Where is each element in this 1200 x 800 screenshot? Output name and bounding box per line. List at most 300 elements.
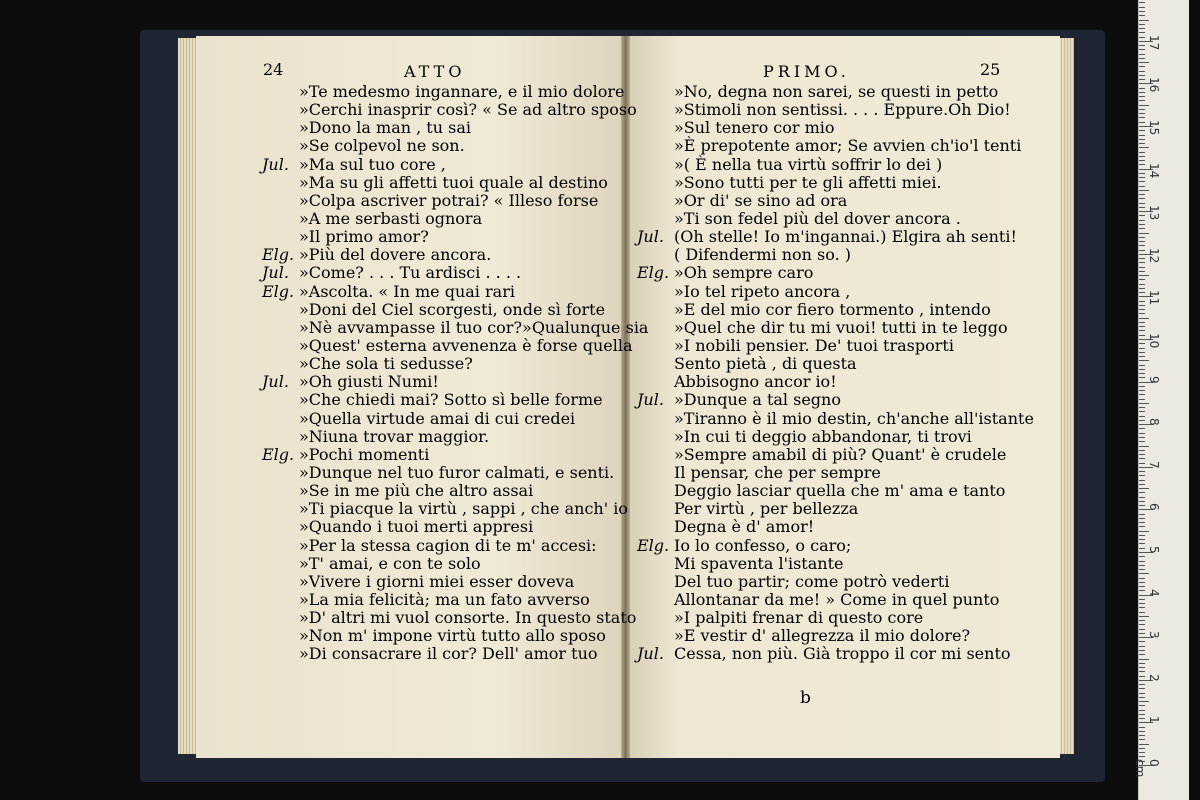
ruler-tick [1139,454,1145,455]
ruler-tick [1139,28,1145,29]
text-line [262,335,633,355]
ruler-tick [1139,386,1145,387]
ruler-tick [1139,11,1145,12]
ruler-tick [1139,71,1145,72]
ruler-tick [1139,428,1145,429]
line-text: »Sul tenero cor mio [674,118,835,138]
line-text: »Di consacrare il cor? Dell' amor tuo [299,644,598,664]
ruler-tick [1139,7,1145,8]
ruler-tick [1139,309,1145,310]
ruler-tick [1139,561,1145,562]
text-line [262,590,622,608]
ruler-tick [1139,377,1145,378]
ruler-tick [1139,714,1145,715]
line-text: »Sono tutti per te gli affetti miei. [674,172,942,192]
line-text: »Stimoli non sentissi. . . . Eppure.Oh Dio! [674,100,1011,120]
text-line [637,300,1057,318]
text-line [262,626,622,644]
line-text: »Sempre amabil di più? Quant' è crudele [674,444,1007,464]
ruler-tick [1139,420,1145,421]
text-line [637,427,1057,445]
ruler-tick [1139,684,1145,685]
text-line [637,136,1057,154]
ruler-tick [1139,556,1145,557]
ruler-tick [1139,514,1145,515]
ruler-tick [1139,735,1145,736]
ruler-tick [1139,117,1145,118]
ruler-tick [1139,488,1149,489]
line-text: »E del mio cor fiero tormento , intendo [674,299,991,319]
right-running-head: PRIMO. [763,62,850,81]
ruler-tick [1139,258,1145,259]
text-line [637,318,1057,336]
text-line [637,282,1057,300]
line-text: »Il primo amor? [299,227,429,247]
ruler-tick [1139,15,1145,16]
ruler-tick [1139,752,1145,753]
ruler-tick [1139,624,1145,625]
text-line [637,173,1057,191]
text-line [262,536,622,554]
ruler-tick [1139,348,1145,349]
ruler-tick [1139,693,1145,694]
line-text: »Quando i tuoi merti appresi [299,517,534,537]
line-text: Io lo confesso, o caro; [674,535,852,555]
ruler-tick [1139,718,1145,719]
ruler-tick [1139,284,1145,285]
ruler-tick [1139,403,1149,404]
text-line [262,499,628,519]
text-line [637,336,1057,354]
ruler-tick [1139,237,1145,238]
text-line [637,590,1057,608]
text-line [262,300,622,318]
line-text: »Che sola ti sedusse? [299,354,473,374]
ruler-tick [1139,152,1145,153]
ruler-tick [1139,411,1145,412]
line-text: »Vivere i giorni miei esser doveva [299,571,575,591]
book-gutter [621,36,630,758]
text-line [637,536,1057,554]
ruler-label: 6 [1147,503,1161,512]
text-line [262,263,622,281]
ruler-tick [1139,122,1145,123]
line-text: Cessa, non più. Già troppo il cor mi sento [674,644,1011,664]
ruler-tick [1139,130,1145,131]
text-line [262,372,622,390]
ruler-tick [1139,620,1145,621]
ruler-tick [1139,446,1149,447]
ruler-tick [1139,24,1145,25]
speaker-label: Elg. [262,444,295,464]
ruler-label: 3 [1147,631,1161,639]
ruler-tick [1139,160,1145,161]
line-text: »Ti piacque la virtù , sappi , che anch' io [299,499,628,519]
ruler-tick [1139,301,1145,302]
ruler-tick [1139,198,1145,199]
text-line [637,191,1057,209]
ruler-tick [1139,343,1145,344]
ruler-tick [1139,654,1145,655]
text-line [637,572,1057,590]
ruler-tick [1139,603,1145,604]
line-text: »Dunque nel tuo furor calmati, e senti. [299,462,615,482]
line-text: Degna è d' amor! [674,517,815,537]
line-text: »Doni del Ciel scorgesti, onde sì forte [299,299,606,319]
text-line [637,155,1057,173]
ruler-tick [1139,305,1145,306]
ruler-tick [1139,526,1145,527]
text-line [637,245,1057,263]
line-text: »In cui ti deggio abbandonar, ti trovi [674,426,972,446]
line-text: »Se in me più che altro assai [299,481,534,501]
ruler-tick [1139,32,1145,33]
ruler-tick [1139,113,1145,114]
line-text: »Ti son fedel più del dover ancora . [674,208,961,228]
ruler-tick [1139,535,1145,536]
line-text: »Per la stessa cagion di te m' accesi: [299,535,597,555]
line-text: »Quest' esterna avvenenza è forse quella [299,335,633,355]
ruler-tick [1139,335,1145,336]
ruler-tick [1139,203,1145,204]
line-text: »È prepotente amor; Se avvien ch'io'l tenti [674,136,1022,156]
ruler-tick [1139,688,1145,689]
line-text: »Tiranno è il mio destin, ch'anche all'istante [674,408,1034,428]
ruler-label: 11 [1147,290,1161,306]
ruler-tick [1139,88,1145,89]
line-text: Abbisogno ancor io! [674,372,837,392]
ruler-label: 10 [1147,333,1161,349]
text-line [262,517,622,535]
ruler-tick [1139,356,1145,357]
text-line [637,554,1057,572]
ruler-tick [1139,135,1145,136]
speaker-label: Jul. [262,372,289,392]
ruler-tick [1139,369,1145,370]
ruler-tick [1139,390,1145,391]
ruler-tick [1139,731,1145,732]
line-text: »Oh sempre caro [674,263,814,283]
ruler-tick [1139,484,1145,485]
ruler-label: 15 [1147,120,1161,136]
line-text: »Nè avvampasse il tuo cor?»Qualunque sia [299,317,649,337]
ruler-tick [1139,215,1145,216]
text-line [637,608,1057,626]
ruler-tick [1139,569,1145,570]
ruler-label: 7 [1147,460,1161,469]
ruler-tick [1139,433,1145,434]
speaker-label: Jul. [637,227,664,247]
line-text: »Dono la man , tu sai [299,118,471,138]
ruler-tick [1139,492,1145,493]
ruler-tick [1139,497,1145,498]
ruler-label: 12 [1147,247,1161,264]
line-text: »Colpa ascriver potrai? « Illeso forse [299,190,599,210]
line-text: »D' altri mi vuol consorte. In questo stato [299,608,637,628]
line-text: »Non m' impone virtù tutto allo sposo [299,626,606,646]
ruler-tick [1139,109,1145,110]
line-text: »Ma su gli affetti tuoi quale al destino [299,172,608,192]
left-page-text [262,82,649,664]
line-text: Mi spaventa l'istante [674,553,844,573]
text-line [262,409,622,427]
ruler-tick [1139,748,1145,749]
ruler-label: 16 [1147,77,1161,93]
line-text: »No, degna non sarei, se questi in petto [674,82,999,101]
text-line [637,100,1057,118]
ruler-tick [1139,45,1145,46]
ruler-tick [1139,96,1145,97]
line-text: »Niuna trovar maggior. [299,426,490,446]
ruler-tick [1139,250,1145,251]
text-line [637,626,1057,644]
ruler-tick [1139,224,1145,225]
ruler-tick [1139,365,1145,366]
ruler-tick [1139,573,1149,574]
text-line [637,445,1057,463]
text-line [637,209,1057,227]
ruler-tick [1139,399,1145,400]
speaker-label: Elg. [262,281,295,301]
ruler-tick [1139,20,1149,21]
line-text: »A me serbasti ognora [299,208,483,228]
ruler-tick [1139,543,1145,544]
line-text: »Io tel ripeto ancora , [674,281,851,301]
ruler-tick [1139,518,1145,519]
ruler-tick [1139,330,1145,331]
ruler-tick [1139,147,1149,148]
text-line [637,499,1057,517]
ruler-tick [1139,394,1145,395]
ruler-tick [1139,2,1145,3]
ruler-tick [1139,727,1145,728]
ruler-tick [1139,207,1145,208]
text-line [637,644,1057,662]
text-line [262,445,622,463]
ruler-tick [1139,441,1145,442]
ruler-tick [1139,326,1145,327]
ruler-tick [1139,105,1149,106]
ruler-tick [1139,58,1145,59]
ruler-tick [1139,522,1145,523]
ruler-label: 1 [1147,716,1161,725]
text-line [637,263,1057,281]
ruler-tick [1139,54,1145,55]
left-page-number: 24 [263,60,284,79]
text-line [637,372,1057,390]
ruler-tick [1139,480,1145,481]
ruler-tick [1139,739,1145,740]
speaker-label: Elg. [637,535,670,555]
ruler-tick [1139,590,1145,591]
ruler-tick [1139,233,1149,234]
line-text: »Più del dovere ancora. [299,245,492,265]
ruler-label: 0 cm [1133,759,1161,778]
line-text: »Dunque a tal segno [674,390,841,410]
line-text: »T' amai, e con te solo [299,553,481,573]
ruler-tick [1139,49,1145,50]
line-text: »Se colpevol ne son. [299,136,465,156]
line-text: Del tuo partir; come potrò vederti [674,571,950,591]
text-line [262,227,622,245]
text-line [637,118,1057,136]
line-text: »( È nella tua virtù soffrir lo dei ) [674,154,943,174]
ruler-label: 4 [1147,588,1161,597]
text-line [262,191,622,209]
line-text: »Ma sul tuo core , [299,154,446,174]
line-text: Il pensar, che per sempre [674,462,881,482]
ruler-tick [1139,322,1145,323]
ruler-tick [1139,586,1145,587]
measurement-ruler [1133,0,1189,800]
ruler-tick [1139,181,1145,182]
ruler-tick [1139,697,1145,698]
ruler-tick [1139,279,1145,280]
ruler-tick [1139,612,1145,613]
line-text: »Or di' se sino ad ora [674,190,848,210]
ruler-tick [1139,616,1149,617]
text-line [637,481,1057,499]
text-line [262,118,622,136]
speaker-label: Jul. [637,644,664,664]
ruler-tick [1139,288,1145,289]
ruler-tick [1139,705,1145,706]
ruler-tick [1139,318,1149,319]
text-line [262,354,622,372]
ruler-tick [1139,190,1149,191]
right-page-number: 25 [980,60,1001,79]
ruler-tick [1139,565,1145,566]
ruler-tick [1139,676,1145,677]
speaker-label: Elg. [637,263,670,283]
ruler-tick [1139,641,1145,642]
ruler-tick [1139,352,1145,353]
ruler-tick [1139,539,1145,540]
ruler-tick [1139,75,1145,76]
text-line [637,517,1057,535]
ruler-tick [1139,671,1145,672]
line-text: »Pochi momenti [299,444,430,464]
ruler-label: 5 [1147,546,1161,554]
line-text: Per virtù , per bellezza [674,499,859,519]
ruler-tick [1139,139,1145,140]
line-text: »Quel che dir tu mi vuoi! tutti in te leggo [674,317,1008,337]
line-text: »I nobili pensier. De' tuoi trasporti [674,335,954,355]
ruler-tick [1139,79,1145,80]
text-line [262,317,649,337]
ruler-tick [1139,650,1145,651]
ruler-tick [1139,463,1145,464]
ruler-tick [1139,599,1145,600]
ruler-tick [1139,267,1145,268]
ruler-tick [1139,710,1145,711]
ruler-tick [1139,292,1145,293]
ruler-tick [1139,313,1145,314]
line-text: Allontanar da me! » Come in quel punto [674,589,1000,609]
ruler-tick [1139,220,1145,221]
line-text: »E vestir d' allegrezza il mio dolore? [674,626,971,646]
speaker-label: Jul. [637,390,664,410]
ruler-tick [1139,548,1145,549]
ruler-tick [1139,701,1149,702]
text-line [262,463,622,481]
ruler-label: 13 [1147,205,1161,221]
line-text: (Oh stelle! Io m'ingannai.) Elgira ah senti! [674,227,1017,247]
ruler-tick [1139,505,1145,506]
ruler-tick [1139,659,1149,660]
line-text: Deggio lasciar quella che m' ama e tanto [674,481,1006,501]
text-line [262,608,637,628]
ruler-tick [1139,62,1149,63]
text-line [262,572,622,590]
text-line [637,409,1057,427]
ruler-tick [1139,744,1149,745]
ruler-tick [1139,578,1145,579]
line-text: »Che chiedi mai? Sotto sì belle forme [299,390,603,410]
ruler-tick [1139,663,1145,664]
ruler-tick [1139,173,1145,174]
text-line [262,481,622,499]
ruler-tick [1139,245,1145,246]
line-text: »Oh giusti Numi! [299,372,439,392]
text-line [262,427,622,445]
ruler-label: 9 [1147,375,1161,384]
ruler-tick [1139,373,1145,374]
ruler-tick [1139,667,1145,668]
text-line [637,390,1057,408]
text-line [637,227,1057,245]
text-line [262,173,622,191]
text-line [262,390,622,408]
text-line [637,463,1057,481]
line-text: »Cerchi inasprir così? « Se ad altro sposo [299,100,637,120]
ruler-tick [1139,450,1145,451]
line-text: »Come? . . . Tu ardisci . . . . [299,263,522,283]
ruler-tick [1139,228,1145,229]
ruler-tick [1139,156,1145,157]
line-text: »Ascolta. « In me quai rari [299,281,515,301]
line-text: Sento pietà , di questa [674,354,857,374]
ruler-tick [1139,262,1145,263]
line-text: »Te medesmo ingannare, e il mio dolore [299,82,625,101]
line-text: »I palpiti frenar di questo core [674,608,924,628]
ruler-label: 14 [1147,162,1161,178]
right-page-text [637,82,1057,663]
line-text: ( Difendermi non so. ) [674,245,852,265]
text-line [262,155,622,173]
ruler-tick [1139,360,1149,361]
ruler-tick [1139,275,1149,276]
ruler-tick [1139,458,1145,459]
text-line [262,136,622,154]
speaker-label: Elg. [262,245,295,265]
ruler-tick [1139,501,1145,502]
text-line [262,209,622,227]
ruler-tick [1139,756,1145,757]
ruler-tick [1139,582,1145,583]
ruler-label: 17 [1147,34,1161,51]
text-line [262,245,622,263]
left-running-head: ATTO [404,62,466,81]
text-line [637,82,1057,100]
speaker-label: Jul. [262,263,289,283]
line-text: »La mia felicità; ma un fato avverso [299,589,590,609]
signature-mark: b [800,688,811,708]
ruler-tick [1139,37,1145,38]
ruler-tick [1139,471,1145,472]
ruler-tick [1139,531,1149,532]
ruler-tick [1139,194,1145,195]
